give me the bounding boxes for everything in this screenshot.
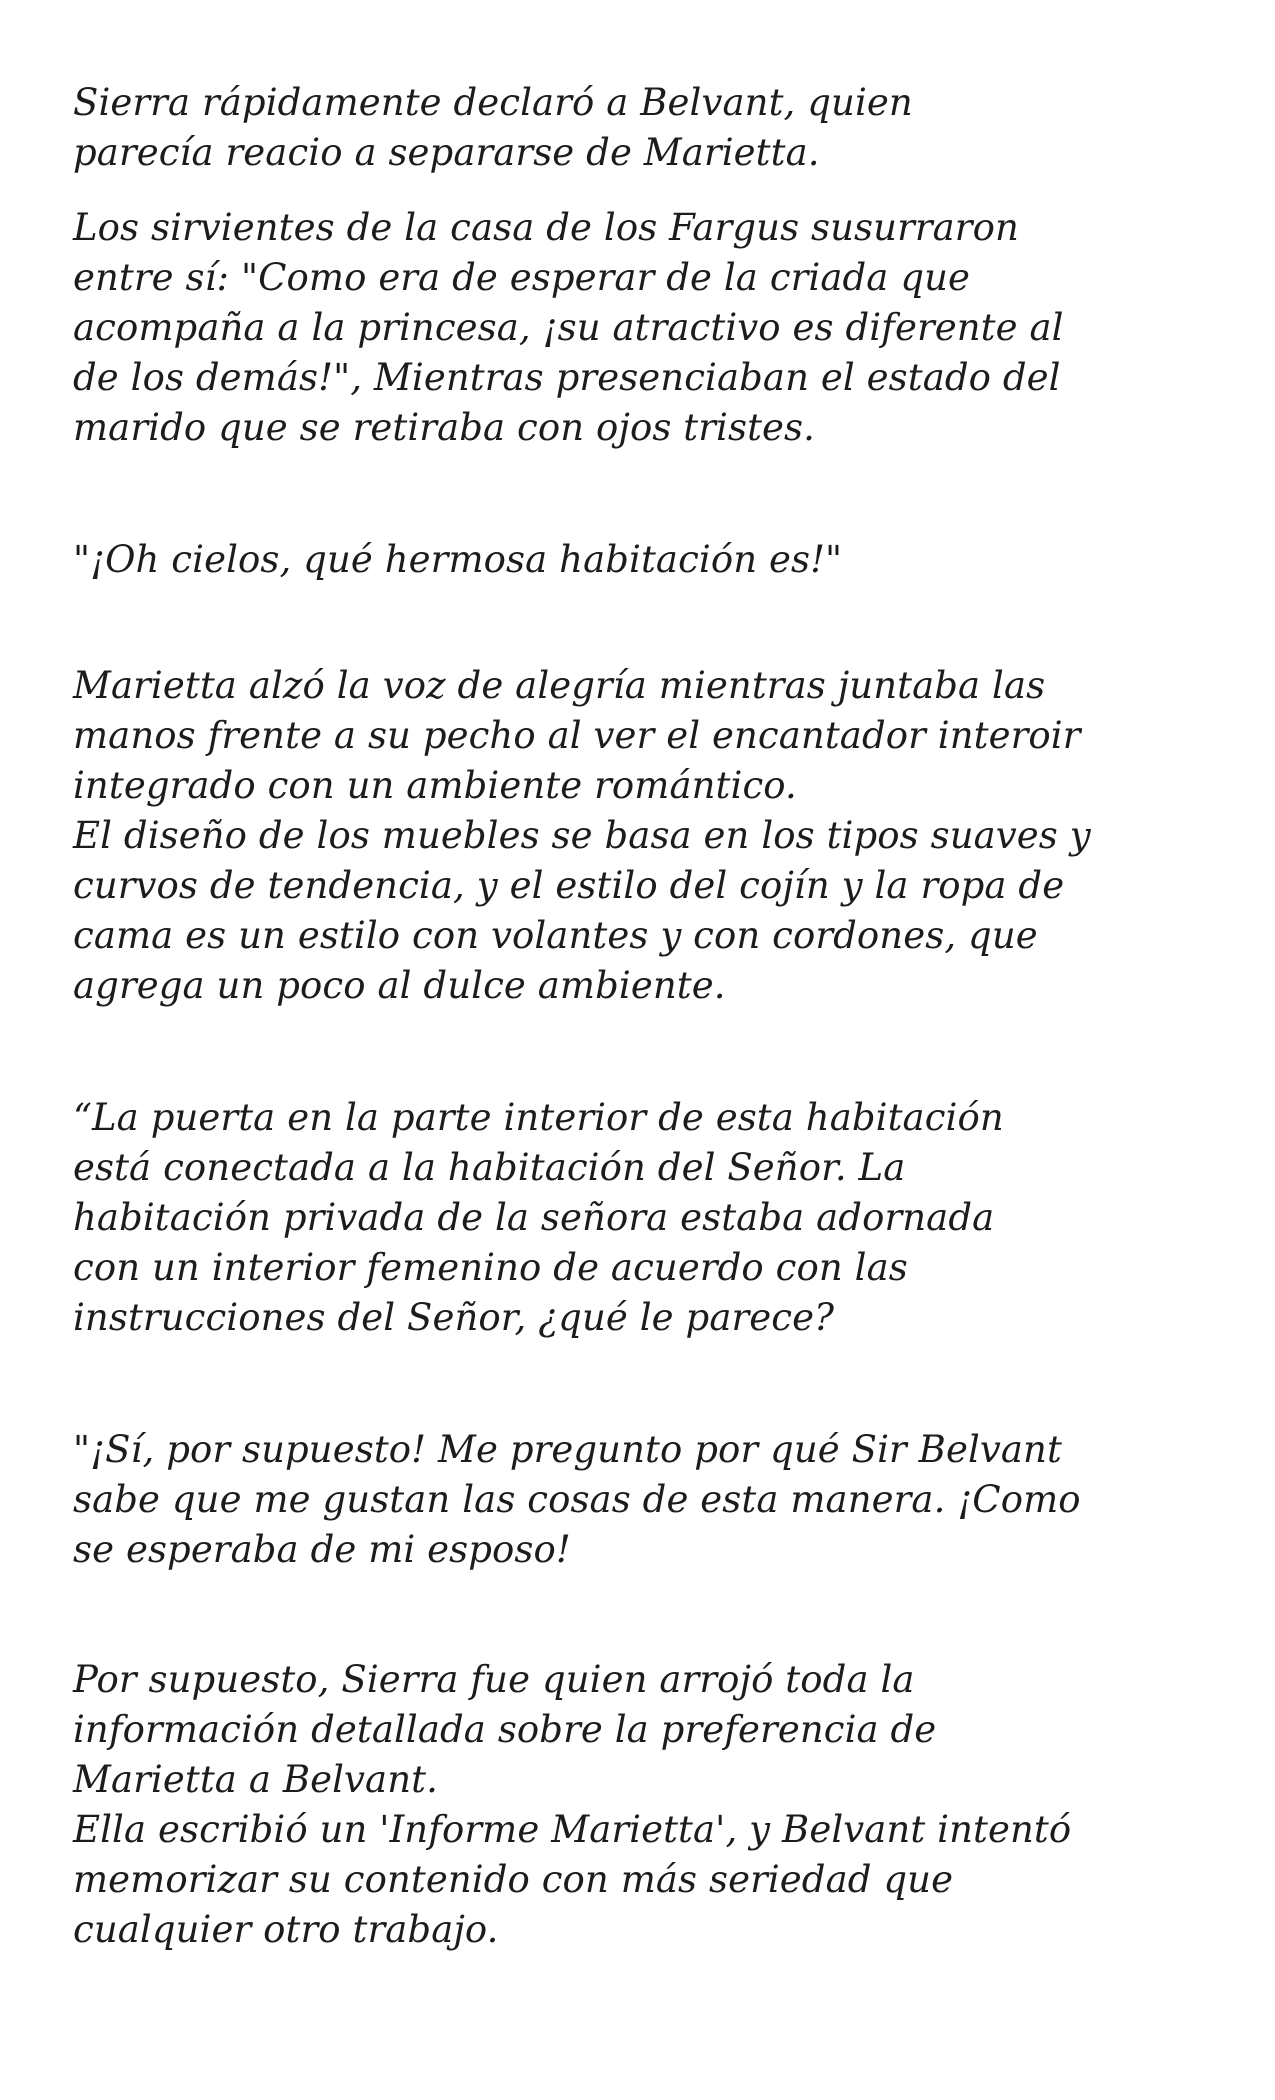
paragraph-7 [73, 1655, 1213, 1955]
text-line: está conectada a la habitación del Señor. La [73, 1146, 906, 1189]
paragraph-1 [73, 78, 1213, 178]
text-line: "¡Oh cielos, qué hermosa habitación es!" [73, 538, 843, 581]
text-line: Marietta alzó la voz de alegría mientras juntaba las [73, 664, 1046, 707]
paragraph-3 [73, 535, 1213, 585]
paragraph-4 [73, 661, 1213, 1011]
text-line: cualquier otro trabajo. [73, 1908, 499, 1951]
text-line: cama es un estilo con volantes y con cordones, que [73, 914, 1038, 957]
text-line: parecía reacio a separarse de Marietta. [73, 131, 820, 174]
text-line: instrucciones del Señor, ¿qué le parece? [73, 1296, 835, 1339]
text-line: Por supuesto, Sierra fue quien arrojó toda la [73, 1658, 915, 1701]
text-line: se esperaba de mi esposo! [73, 1528, 571, 1571]
text-line: integrado con un ambiente romántico. [73, 764, 797, 807]
text-line: agrega un poco al dulce ambiente. [73, 964, 726, 1007]
text-line: El diseño de los muebles se basa en los tipos suaves y [73, 814, 1091, 857]
paragraph-5 [73, 1093, 1213, 1343]
text-line: manos frente a su pecho al ver el encantador interoir [73, 714, 1081, 757]
text-line: de los demás!", Mientras presenciaban el estado del [73, 356, 1061, 399]
text-line: Sierra rápidamente declaró a Belvant, quien [73, 81, 913, 124]
text-line: Los sirvientes de la casa de los Fargus susurraron [73, 206, 1019, 249]
paragraph-2 [73, 203, 1213, 453]
text-line: Marietta a Belvant. [73, 1758, 438, 1801]
text-line: memorizar su contenido con más seriedad que [73, 1858, 954, 1901]
text-line: habitación privada de la señora estaba adornada [73, 1196, 995, 1239]
text-line: “La puerta en la parte interior de esta habitación [73, 1096, 1004, 1139]
text-line: acompaña a la princesa, ¡su atractivo es diferente al [73, 306, 1064, 349]
text-line: entre sí: "Como era de esperar de la criada que [73, 256, 971, 299]
text-line: con un interior femenino de acuerdo con las [73, 1246, 908, 1289]
paragraph-6 [73, 1425, 1213, 1575]
text-line: "¡Sí, por supuesto! Me pregunto por qué Sir Belvant [73, 1428, 1062, 1471]
text-line: curvos de tendencia, y el estilo del cojín y la ropa de [73, 864, 1065, 907]
text-line: Ella escribió un 'Informe Marietta', y Belvant intentó [73, 1808, 1072, 1851]
text-line: marido que se retiraba con ojos tristes. [73, 406, 815, 449]
text-line: sabe que me gustan las cosas de esta manera. ¡Como [73, 1478, 1081, 1521]
text-line: información detallada sobre la preferencia de [73, 1708, 937, 1751]
